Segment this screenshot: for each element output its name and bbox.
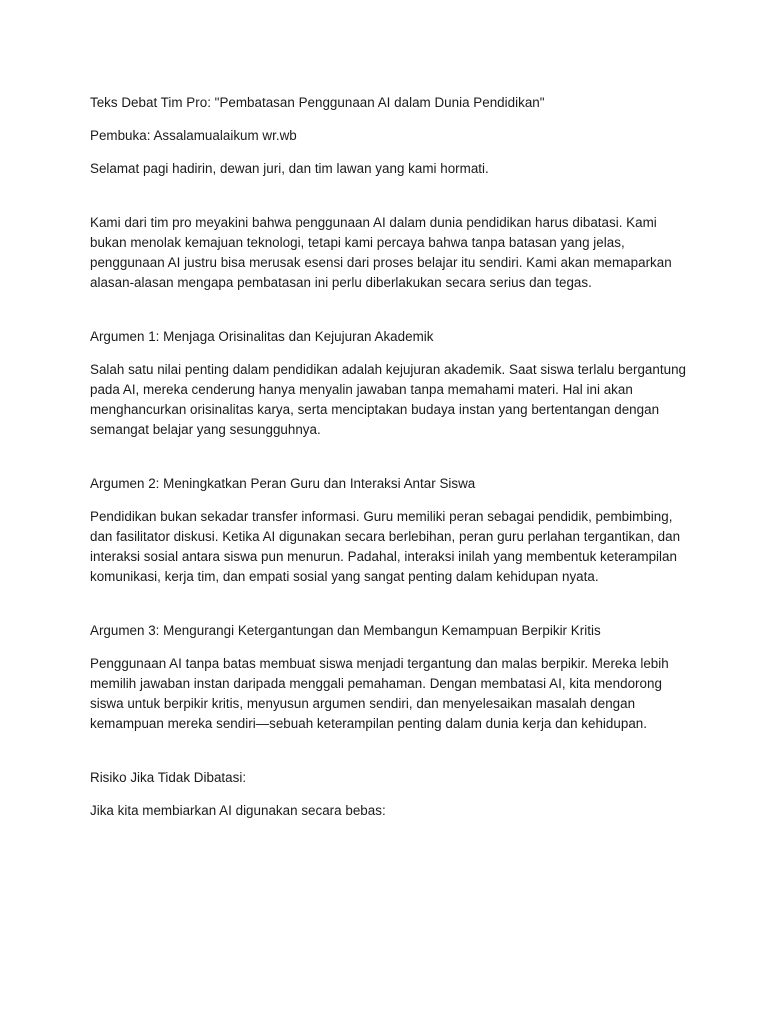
spacer [90, 179, 690, 213]
spacer [90, 293, 690, 327]
argument-3-heading: Argumen 3: Mengurangi Ketergantungan dan Membangun Kemampuan Berpikir Kritis [90, 623, 601, 638]
argument-3-body: Penggunaan AI tanpa batas membuat siswa menjadi tergantung dan malas berpikir. Mereka lebih memilih jawaban instan daripada menggali pemahaman. Dengan membatasi AI, kita mendorong siswa untuk berpikir kritis, menyusun argumen sendiri, dan menyelesaikan masalah dengan kemampuan mereka sendiri—sebuah keterampilan penting dalam dunia kerja dan kehidupan. [90, 656, 669, 731]
argument-2-body: Pendidikan bukan sekadar transfer informasi. Guru memiliki peran sebagai pendidik, pembimbing, dan fasilitator diskusi. Ketika AI digunakan secara berlebihan, peran guru perlahan tergantikan, dan interaksi sosial antara siswa pun menurun. Padahal, interaksi inilah yang membentuk keterampilan komunikasi, kerja tim, dan empati sosial yang sangat penting dalam kehidupan nyata. [90, 509, 681, 584]
risk-intro: Jika kita membiarkan AI digunakan secara bebas: [90, 803, 386, 818]
argument-2-heading: Argumen 2: Meningkatkan Peran Guru dan Interaksi Antar Siswa [90, 476, 476, 491]
spacer [90, 146, 690, 159]
argument-1-heading: Argumen 1: Menjaga Orisinalitas dan Kejujuran Akademik [90, 329, 434, 344]
risk-heading: Risiko Jika Tidak Dibatasi: [90, 770, 247, 785]
spacer [90, 113, 690, 126]
greeting-paragraph: Selamat pagi hadirin, dewan juri, dan tim lawan yang kami hormati. [90, 161, 489, 176]
document-body [90, 93, 690, 821]
argument-1-body: Salah satu nilai penting dalam pendidikan adalah kejujuran akademik. Saat siswa terlalu bergantung pada AI, mereka cenderung hanya menyalin jawaban tanpa memahami materi. Hal ini akan menghancurkan orisinalitas karya, serta menciptakan budaya instan yang bertentangan dengan semangat belajar yang sesungguhnya. [90, 362, 686, 437]
spacer [90, 734, 690, 768]
spacer [90, 440, 690, 474]
spacer [90, 641, 690, 654]
document-title: Teks Debat Tim Pro: "Pembatasan Penggunaan AI dalam Dunia Pendidikan" [90, 95, 545, 110]
spacer [90, 587, 690, 621]
spacer [90, 347, 690, 360]
intro-paragraph: Kami dari tim pro meyakini bahwa penggunaan AI dalam dunia pendidikan harus dibatasi. Kami bukan menolak kemajuan teknologi, tetapi kami percaya bahwa tanpa batasan yang jelas, penggunaan AI justru bisa merusak esensi dari proses belajar itu sendiri. Kami akan memaparkan alasan-alasan mengapa pembatasan ini perlu diberlakukan secara serius dan tegas. [90, 215, 672, 290]
spacer [90, 788, 690, 801]
spacer [90, 494, 690, 507]
opening-line: Pembuka: Assalamualaikum wr.wb [90, 128, 297, 143]
